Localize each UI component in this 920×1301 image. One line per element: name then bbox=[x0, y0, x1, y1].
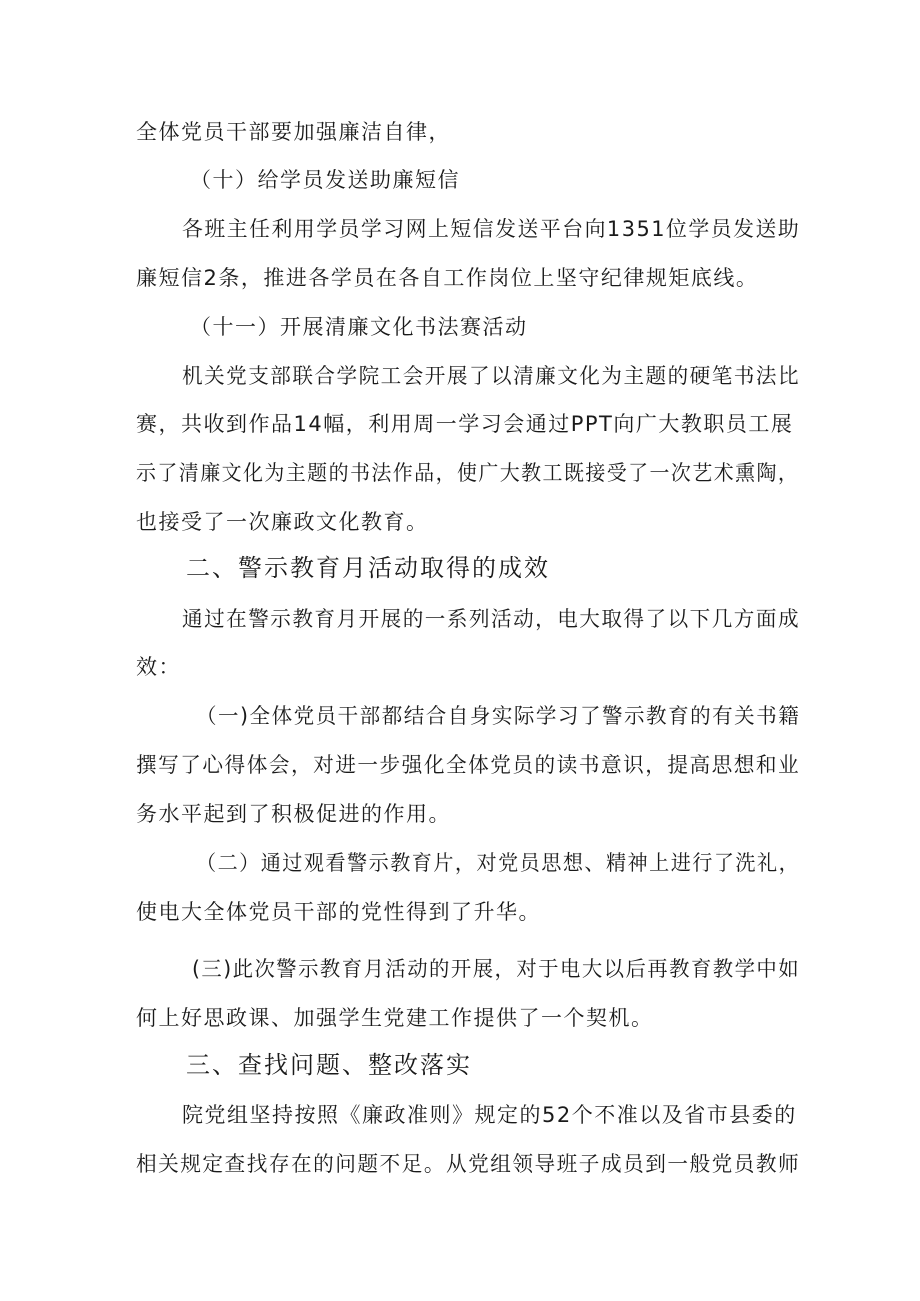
text-line: 全体党员干部要加强廉洁自律， bbox=[136, 120, 451, 144]
text-line: 廉短信2条，推进各学员在各自工作岗位上坚守纪律规矩底线。 bbox=[136, 266, 759, 290]
section-subheading: （十）给学员发送助廉短信 bbox=[190, 168, 460, 192]
text-line: 相关规定查找存在的问题不足。从党组领导班子成员到一般党员教师 bbox=[136, 1152, 801, 1176]
text-line: 使电大全体党员干部的党性得到了升华。 bbox=[136, 900, 541, 924]
text-line: 示了清廉文化为主题的书法作品，使广大教工既接受了一次艺术熏陶， bbox=[136, 461, 800, 485]
section-heading: 二、警示教育月活动取得的成效 bbox=[186, 554, 550, 582]
text-line: 撰写了心得体会，对进一步强化全体党员的读书意识，提高思想和业 bbox=[136, 753, 801, 777]
text-line: （二）通过观看警示教育片，对党员思想、精神上进行了洗礼， bbox=[196, 851, 801, 875]
text-line: 院党组坚持按照《廉政准则》规定的52个不准以及省市县委的 bbox=[182, 1103, 797, 1127]
text-line: 何上好思政课、加强学生党建工作提供了一个契机。 bbox=[136, 1006, 654, 1030]
text-line: 赛，共收到作品14幅，利用周一学习会通过PPT向广大教职员工展 bbox=[136, 412, 794, 436]
text-line: 机关党支部联合学院工会开展了以清廉文化为主题的硬笔书法比 bbox=[182, 364, 801, 388]
text-line: 效： bbox=[136, 655, 181, 679]
text-line: 各班主任利用学员学习网上短信发送平台向1351位学员发送助 bbox=[182, 217, 801, 241]
text-line: 务水平起到了积极促进的作用。 bbox=[136, 802, 451, 826]
text-line: (三)此次警示教育月活动的开展，对于电大以后再教育教学中如 bbox=[192, 957, 801, 981]
section-heading: 三、查找问题、整改落实 bbox=[186, 1051, 472, 1079]
text-line: 通过在警示教育月开展的一系列活动，电大取得了以下几方面成 bbox=[182, 607, 801, 631]
text-line: 也接受了一次廉政文化教育。 bbox=[136, 510, 429, 534]
text-line: （一)全体党员干部都结合自身实际学习了警示教育的有关书籍 bbox=[196, 704, 801, 728]
section-subheading: （十一）开展清廉文化书法赛活动 bbox=[190, 315, 528, 339]
